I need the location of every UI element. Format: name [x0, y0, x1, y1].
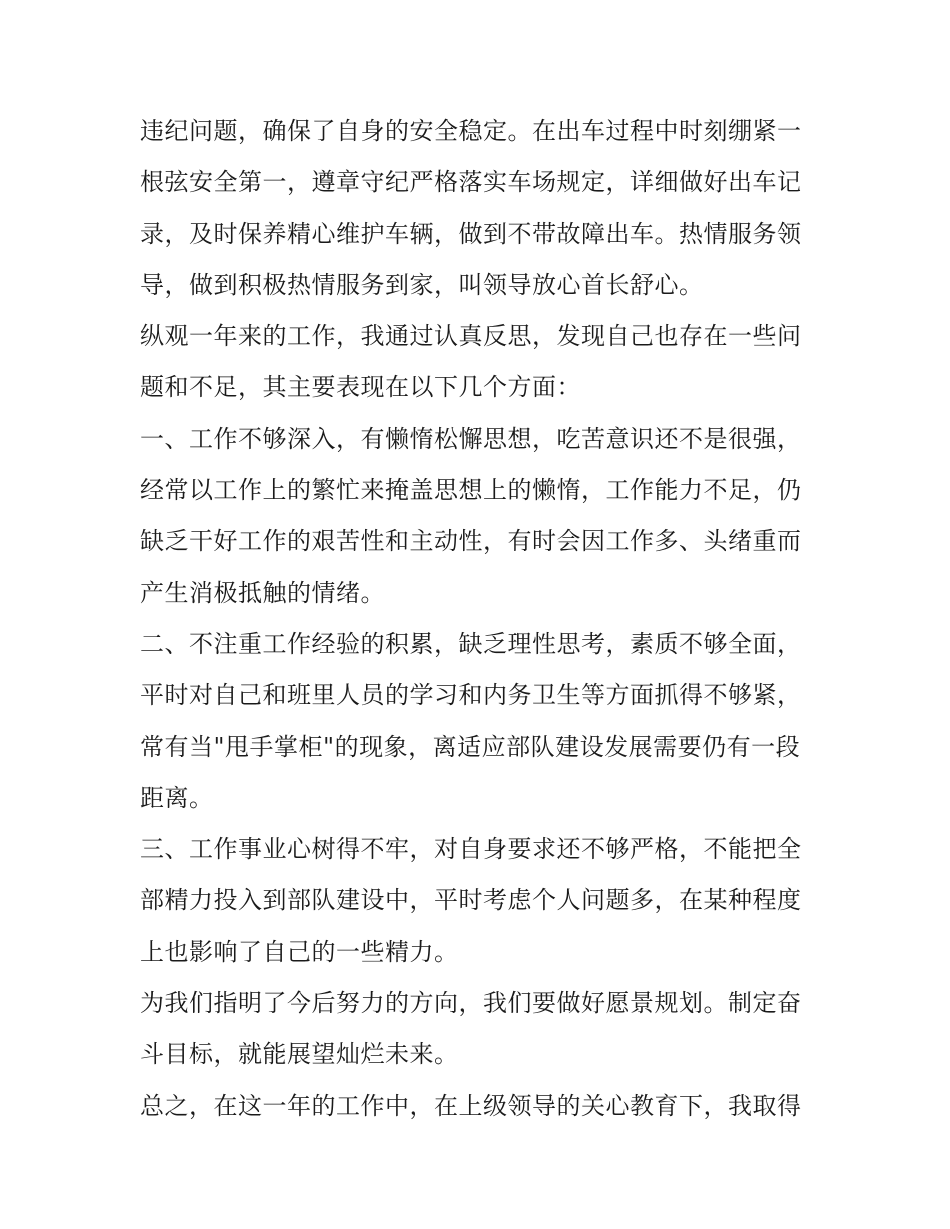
text-line: 上也影响了自己的一些精力。 [140, 937, 459, 966]
text-line: 根弦安全第一，遵章守纪严格落实车场规定，详细做好出车记 [140, 168, 802, 197]
text-line: 缺乏干好工作的艰苦性和主动性，有时会因工作多、头绪重而 [140, 527, 802, 556]
text-line: 为我们指明了今后努力的方向，我们要做好愿景规划。制定奋 [140, 989, 802, 1018]
text-line: 录，及时保养精心维护车辆，做到不带故障出车。热情服务领 [140, 219, 802, 248]
text-line: 题和不足，其主要表现在以下几个方面： [140, 373, 581, 402]
text-line: 三、工作事业心树得不牢，对自身要求还不够严格，不能把全 [140, 835, 802, 864]
body-text [140, 106, 820, 1132]
text-line: 总之，在这一年的工作中，在上级领导的关心教育下，我取得 [140, 1091, 802, 1120]
text-line: 产生消极抵触的情绪。 [140, 578, 385, 607]
text-line: 常有当"甩手掌柜"的现象，离适应部队建设发展需要仍有一段 [140, 732, 801, 761]
text-line: 经常以工作上的繁忙来掩盖思想上的懒惰，工作能力不足，仍 [140, 476, 802, 505]
text-line: 违纪问题，确保了自身的安全稳定。在出车过程中时刻绷紧一 [140, 117, 802, 145]
text-line: 距离。 [140, 783, 214, 812]
text-line: 斗目标，就能展望灿烂未来。 [140, 1040, 459, 1069]
text-line: 导，做到积极热情服务到家，叫领导放心首长舒心。 [140, 270, 704, 299]
text-line: 部精力投入到部队建设中，平时考虑个人问题多，在某种程度 [140, 886, 802, 915]
text-line: 二、不注重工作经验的积累，缺乏理性思考，素质不够全面， [140, 629, 802, 658]
text-line: 平时对自己和班里人员的学习和内务卫生等方面抓得不够紧， [140, 681, 802, 710]
text-line: 一、工作不够深入，有懒惰松懈思想，吃苦意识还不是很强， [140, 424, 802, 453]
text-line: 纵观一年来的工作，我通过认真反思，发现自己也存在一些问 [140, 322, 802, 351]
